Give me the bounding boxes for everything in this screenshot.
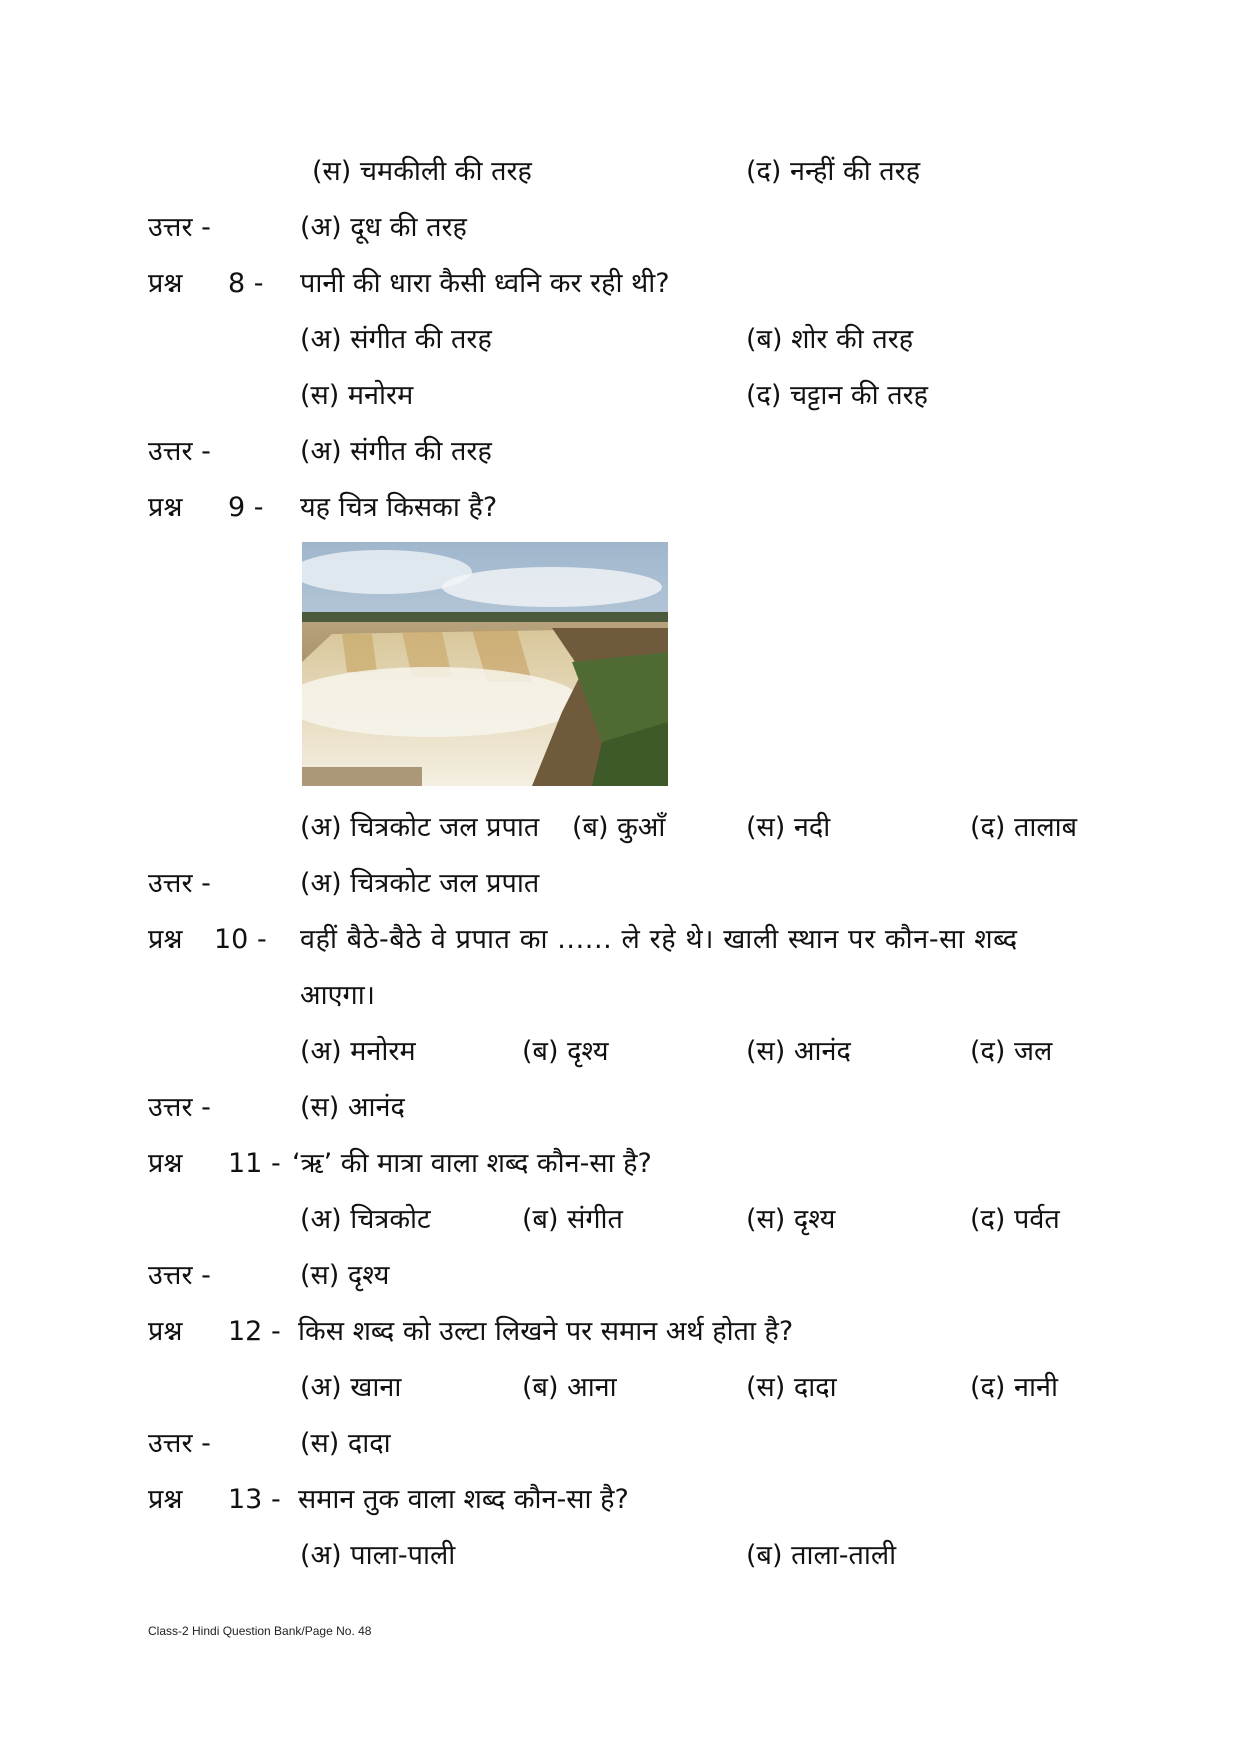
q10-option-b: (ब) दृश्य bbox=[522, 1036, 609, 1067]
answer-label: उत्तर - bbox=[148, 868, 211, 899]
q12-option-a: (अ) खाना bbox=[300, 1372, 402, 1403]
q10-option-s: (स) आनंद bbox=[746, 1036, 851, 1067]
q9-answer: (अ) चित्रकोट जल प्रपात bbox=[300, 868, 540, 899]
q8-text: पानी की धारा कैसी ध्वनि कर रही थी? bbox=[300, 268, 670, 299]
q12-option-b: (ब) आना bbox=[522, 1372, 617, 1403]
q8-option-s: (स) मनोरम bbox=[300, 380, 414, 411]
q8-option-b: (ब) शोर की तरह bbox=[746, 324, 914, 355]
q9-option-b: (ब) कुआँ bbox=[572, 812, 666, 843]
q13-option-a: (अ) पाला-पाली bbox=[300, 1540, 456, 1571]
q11-option-d: (द) पर्वत bbox=[970, 1204, 1060, 1235]
q10-answer: (स) आनंद bbox=[300, 1092, 405, 1123]
q10-text-line-1: वहीं बैठे-बैठे वे प्रपात का ...... ले रहे थे। खाली स्थान पर कौन-सा शब्द bbox=[300, 924, 1018, 955]
q13-number: 13 - bbox=[228, 1484, 281, 1515]
q9-option-d: (द) तालाब bbox=[970, 812, 1078, 843]
answer-label: उत्तर - bbox=[148, 1260, 211, 1291]
q11-text: ‘ऋ’ की मात्रा वाला शब्द कौन-सा है? bbox=[292, 1148, 652, 1179]
question-label: प्रश्न bbox=[148, 1484, 183, 1515]
q10-number: 10 - bbox=[214, 924, 267, 955]
q8-answer: (अ) संगीत की तरह bbox=[300, 436, 492, 467]
q10-option-d: (द) जल bbox=[970, 1036, 1053, 1067]
q13-text: समान तुक वाला शब्द कौन-सा है? bbox=[298, 1484, 629, 1515]
q9-option-s: (स) नदी bbox=[746, 812, 831, 843]
q8-option-d: (द) चट्टान की तरह bbox=[746, 380, 928, 411]
answer-label: उत्तर - bbox=[148, 1092, 211, 1123]
q12-option-s: (स) दादा bbox=[746, 1372, 837, 1403]
answer-label: उत्तर - bbox=[148, 436, 211, 467]
q7-option-s: (स) चमकीली की तरह bbox=[312, 156, 532, 187]
q9-option-a: (अ) चित्रकोट जल प्रपात bbox=[300, 812, 540, 843]
question-label: प्रश्न bbox=[148, 492, 183, 523]
q13-option-b: (ब) ताला-ताली bbox=[746, 1540, 897, 1571]
q11-option-b: (ब) संगीत bbox=[522, 1204, 623, 1235]
page-footer: Class-2 Hindi Question Bank/Page No. 48 bbox=[148, 1624, 372, 1638]
q11-answer: (स) दृश्य bbox=[300, 1260, 390, 1291]
question-label: प्रश्न bbox=[148, 1316, 183, 1347]
q7-answer: (अ) दूध की तरह bbox=[300, 212, 467, 243]
q12-text: किस शब्द को उल्टा लिखने पर समान अर्थ होता है? bbox=[298, 1316, 794, 1347]
q12-answer: (स) दादा bbox=[300, 1428, 391, 1459]
q7-option-d: (द) नन्हीं की तरह bbox=[746, 156, 921, 187]
question-label: प्रश्न bbox=[148, 924, 183, 955]
q12-number: 12 - bbox=[228, 1316, 281, 1347]
q11-option-a: (अ) चित्रकोट bbox=[300, 1204, 431, 1235]
waterfall-photo bbox=[302, 542, 668, 786]
q11-option-s: (स) दृश्य bbox=[746, 1204, 836, 1235]
q10-text-line-2: आएगा। bbox=[300, 980, 375, 1011]
q8-option-a: (अ) संगीत की तरह bbox=[300, 324, 492, 355]
q9-number: 9 - bbox=[228, 492, 264, 523]
answer-label: उत्तर - bbox=[148, 212, 211, 243]
q10-option-a: (अ) मनोरम bbox=[300, 1036, 416, 1067]
q12-option-d: (द) नानी bbox=[970, 1372, 1058, 1403]
question-label: प्रश्न bbox=[148, 1148, 183, 1179]
q11-number: 11 - bbox=[228, 1148, 281, 1179]
q8-number: 8 - bbox=[228, 268, 264, 299]
answer-label: उत्तर - bbox=[148, 1428, 211, 1459]
q9-text: यह चित्र किसका है? bbox=[300, 492, 498, 523]
question-label: प्रश्न bbox=[148, 268, 183, 299]
